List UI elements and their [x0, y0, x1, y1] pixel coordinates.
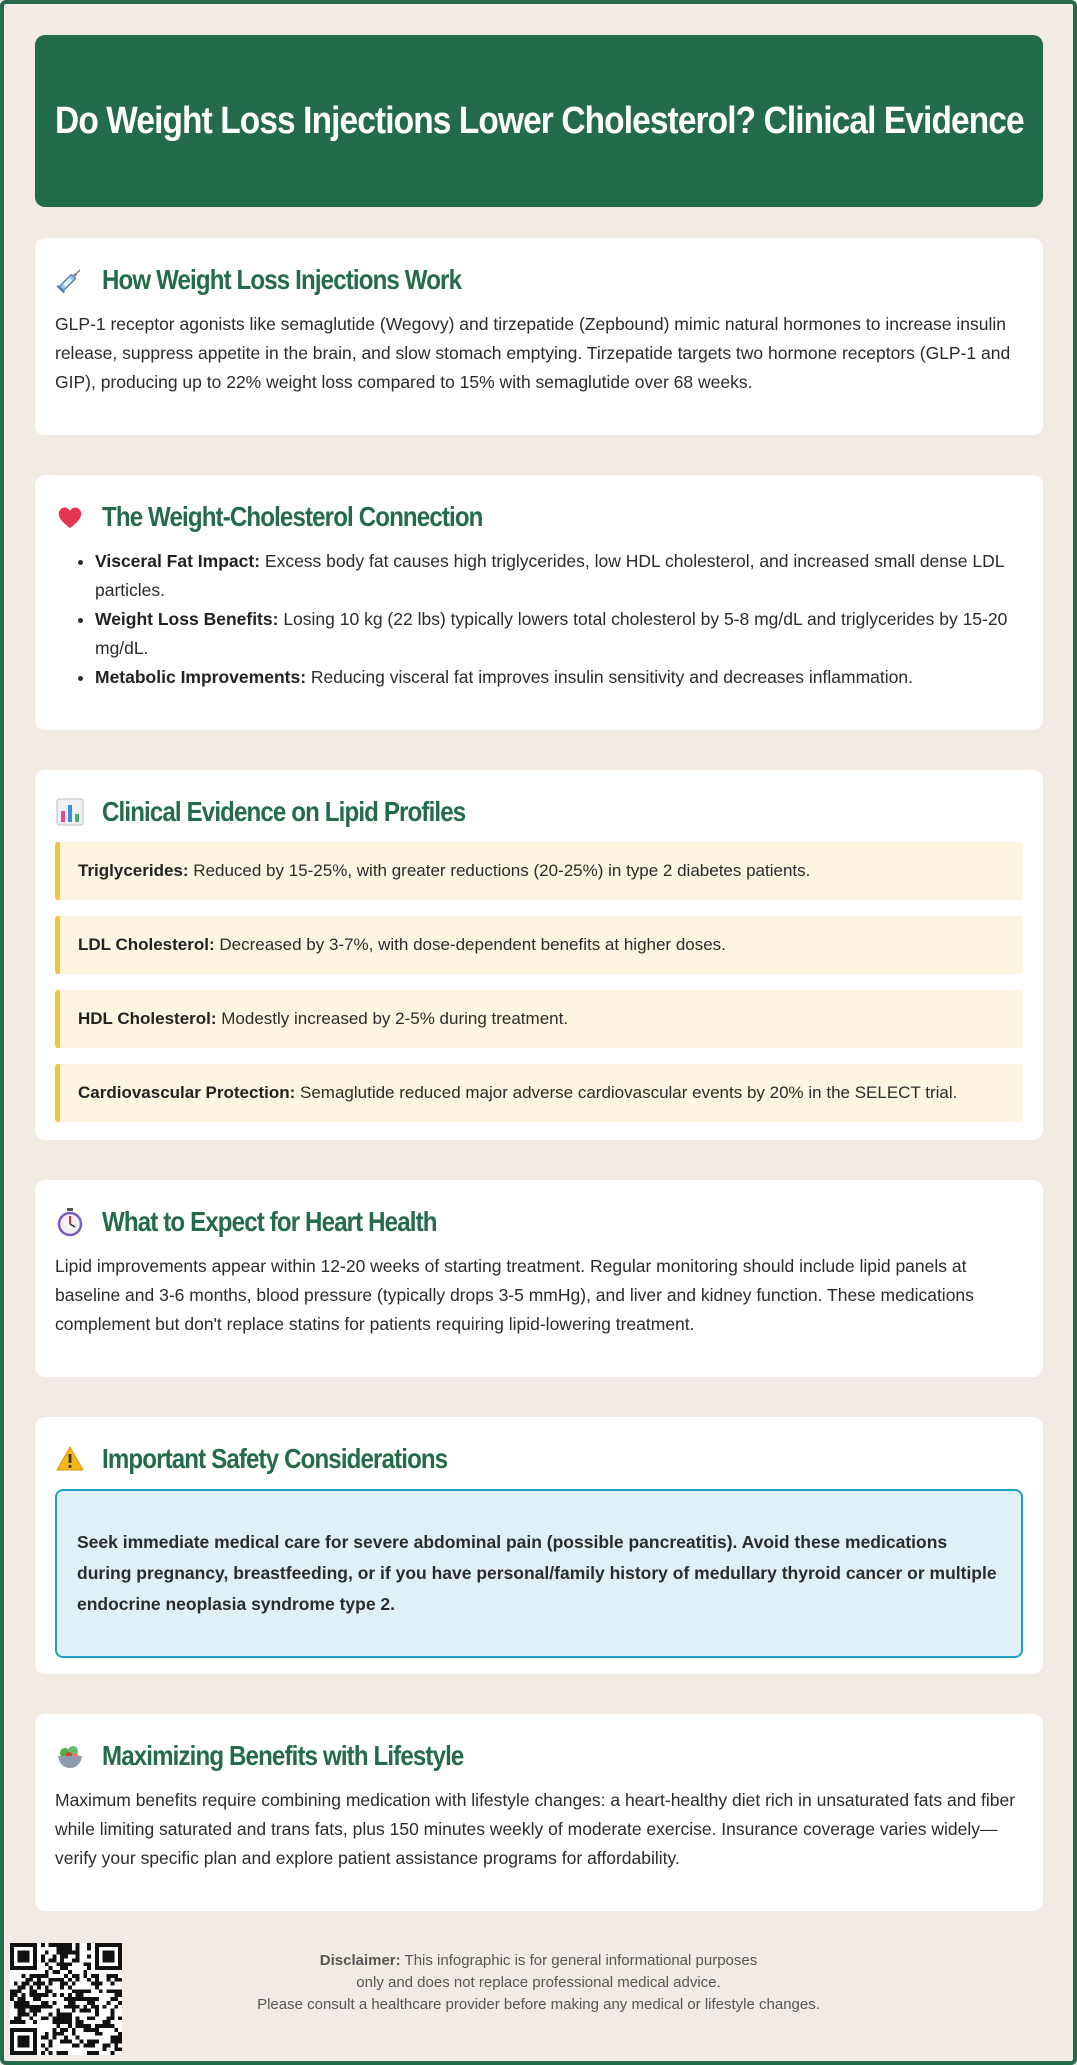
section-body: Lipid improvements appear within 12-20 weeks of starting treatment. Regular monitoring should include lipid panels at baseline and 3-6 months, blood pressure (typically drops 3-5 mmHg), and liver and kidney function. These medications complement but don't replace statins for patients requiring lipid-lowering treatment. [55, 1256, 974, 1334]
section-title: Maximizing Benefits with Lifestyle [102, 1740, 464, 1771]
heart-icon [55, 502, 85, 532]
disclaimer: Disclaimer: This infographic is for general informational purposes only and does not replace professional medical advice. Please consult a healthcare provider before making any medical or lifestyle changes. [257, 1952, 820, 2013]
bar-chart-icon [55, 797, 85, 827]
evidence-callout: LDL Cholesterol: Decreased by 3-7%, with dose-dependent benefits at higher doses. [55, 916, 1023, 974]
section-how-injections-work [35, 238, 1043, 435]
evidence-callout: Triglycerides: Reduced by 15-25%, with greater reductions (20-25%) in type 2 diabetes patients. [55, 842, 1023, 900]
warning-icon [55, 1444, 85, 1474]
section-safety-considerations [35, 1417, 1043, 1674]
section-title: The Weight-Cholesterol Connection [102, 501, 483, 532]
page-header [35, 35, 1043, 207]
section-heart-health-expectations [35, 1180, 1043, 1377]
syringe-icon [55, 265, 85, 295]
section-title: Clinical Evidence on Lipid Profiles [102, 796, 466, 827]
section-title: What to Expect for Heart Health [102, 1206, 437, 1237]
list-item: • Metabolic Improvements: Reducing visceral fat improves insulin sensitivity and decreases inflammation. [95, 663, 1023, 692]
evidence-callout: Cardiovascular Protection: Semaglutide reduced major adverse cardiovascular events by 20% in the SELECT trial. [55, 1064, 1023, 1122]
evidence-callout: HDL Cholesterol: Modestly increased by 2-5% during treatment. [55, 990, 1023, 1048]
section-title: Important Safety Considerations [102, 1443, 448, 1474]
page-title: Do Weight Loss Injections Lower Cholesterol? Clinical Evidence [54, 99, 1024, 142]
list-item: • Weight Loss Benefits: Losing 10 kg (22 lbs) typically lowers total cholesterol by 5-8 mg/dL and triglycerides by 15-20 mg/dL. [95, 605, 1023, 663]
section-body: GLP-1 receptor agonists like semaglutide (Wegovy) and tirzepatide (Zepbound) mimic natural hormones to increase insulin release, suppress appetite in the brain, and slow stomach emptying. Tirzepatide targets two hormone receptors (GLP-1 and GIP), producing up to 22% weight loss compared to 15% with semaglutide over 68 weeks. [55, 314, 1011, 392]
section-weight-cholesterol-connection [35, 475, 1043, 730]
section-lifestyle-benefits [35, 1714, 1043, 1911]
section-body: Maximum benefits require combining medication with lifestyle changes: a heart-healthy diet rich in unsaturated fats and fiber while limiting saturated and trans fats, plus 150 minutes weekly of moderate exercise. Insurance coverage varies widely—verify your specific plan and explore patient assistance programs for affordability. [55, 1790, 1016, 1868]
list-item: • Visceral Fat Impact: Excess body fat causes high triglycerides, low HDL cholesterol, and increased small dense LDL particles. [95, 547, 1023, 605]
safety-warning-box: Seek immediate medical care for severe abdominal pain (possible pancreatitis). Avoid these medications during pregnancy, breastfeeding, or if you have personal/family history of medullary thyroid cancer or multiple endocrine neoplasia syndrome type 2. [55, 1489, 1023, 1658]
section-clinical-evidence [35, 770, 1043, 1140]
salad-bowl-icon [55, 1741, 85, 1771]
section-title: How Weight Loss Injections Work [102, 264, 462, 295]
stopwatch-icon [55, 1207, 85, 1237]
connection-list [55, 547, 1023, 692]
